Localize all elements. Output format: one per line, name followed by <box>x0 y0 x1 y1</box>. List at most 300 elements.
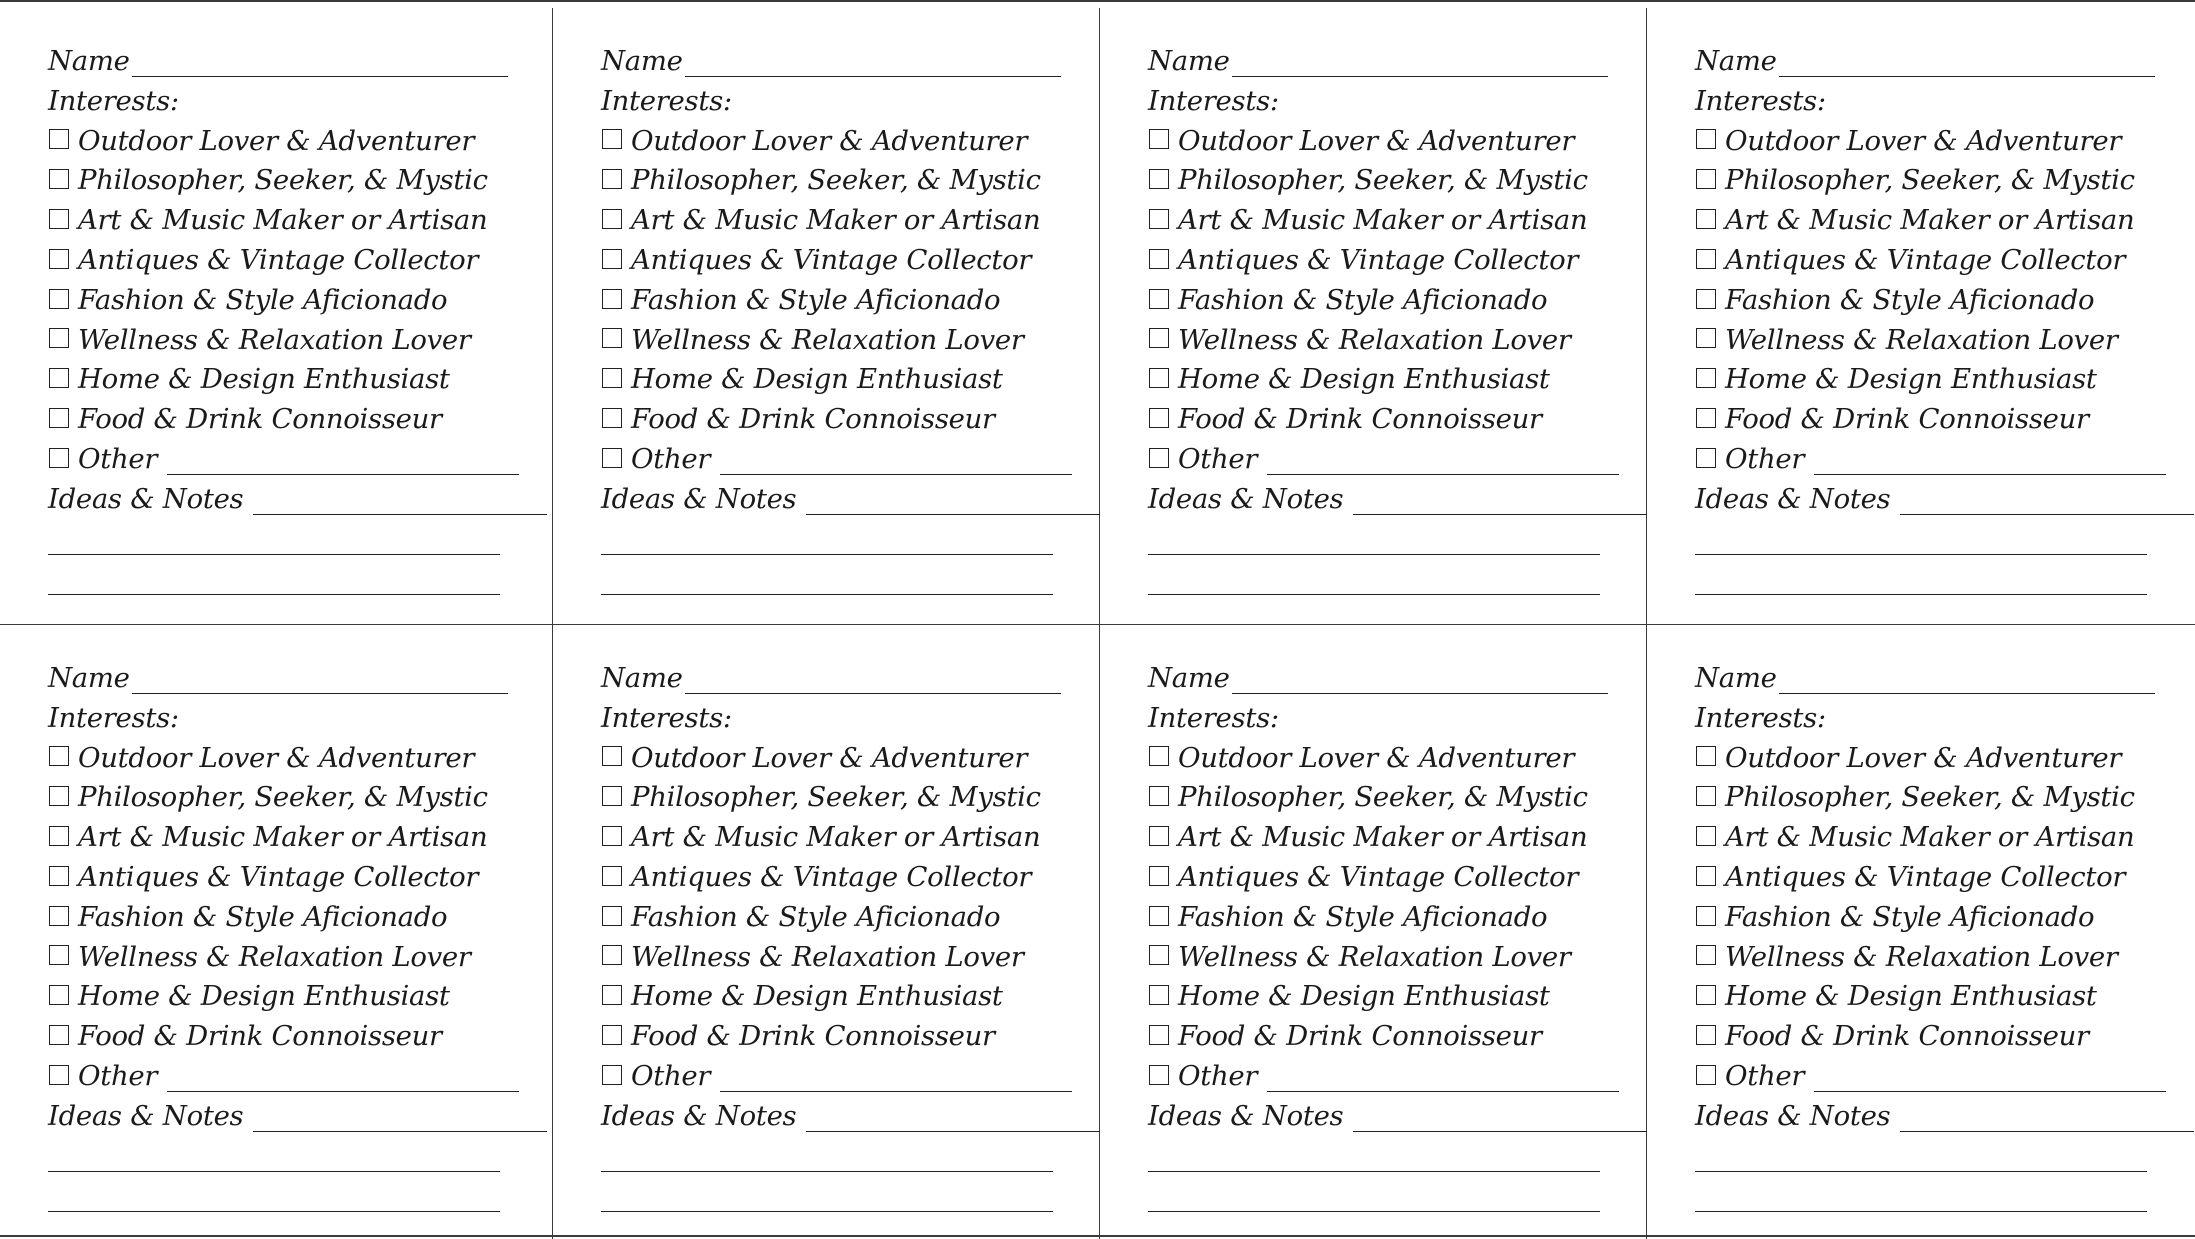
checkbox[interactable] <box>1696 786 1716 806</box>
interest-option-label: Fashion & Style Aficionado <box>631 283 1001 316</box>
interest-option-label: Wellness & Relaxation Lover <box>1178 323 1571 356</box>
interests-label: Interests: <box>48 701 179 734</box>
notes-blank-row <box>1148 559 1608 599</box>
interest-option <box>1695 122 2155 162</box>
checkbox[interactable] <box>1149 328 1169 348</box>
notes-blank-row <box>601 559 1061 599</box>
notes-row <box>601 480 1061 520</box>
checkbox[interactable] <box>1149 289 1169 309</box>
checkbox[interactable] <box>1696 209 1716 229</box>
notes-field[interactable] <box>1900 1105 2194 1132</box>
interest-option <box>1695 400 2155 440</box>
notes-row <box>1148 480 1608 520</box>
notes-blank-row <box>1695 1176 2155 1216</box>
name-row <box>1695 42 2155 82</box>
interest-card-4 <box>1647 8 2195 625</box>
checkbox[interactable] <box>49 249 69 269</box>
checkbox[interactable] <box>602 945 622 965</box>
interest-option-label: Home & Design Enthusiast <box>1725 980 2097 1013</box>
interest-option <box>1695 739 2155 779</box>
notes-blank-line[interactable] <box>601 528 1053 555</box>
checkbox[interactable] <box>1149 906 1169 926</box>
interest-option-label: Food & Drink Connoisseur <box>1725 403 2089 436</box>
interest-option-label: Outdoor Lover & Adventurer <box>1178 124 1575 157</box>
name-label: Name <box>1148 662 1230 694</box>
card-content <box>601 659 1061 1216</box>
interest-option <box>48 739 508 779</box>
checkbox[interactable] <box>1149 249 1169 269</box>
interest-option <box>1695 360 2155 400</box>
interest-option-label: Art & Music Maker or Artisan <box>1725 204 2135 237</box>
other-option <box>601 440 1061 480</box>
interest-option <box>1695 321 2155 361</box>
card-content <box>1148 42 1608 599</box>
interest-option-label: Antiques & Vintage Collector <box>1725 243 2126 276</box>
interest-option-label: Home & Design Enthusiast <box>78 980 450 1013</box>
checkbox[interactable] <box>602 448 622 468</box>
interest-option <box>1148 241 1608 281</box>
interest-option <box>1148 1017 1608 1057</box>
interest-option-label: Antiques & Vintage Collector <box>78 243 479 276</box>
notes-row <box>1695 1097 2155 1137</box>
name-row <box>48 659 508 699</box>
checkbox[interactable] <box>49 209 69 229</box>
notes-blank-row <box>1148 1137 1608 1177</box>
interest-option-label: Wellness & Relaxation Lover <box>78 940 471 973</box>
notes-blank-line[interactable] <box>48 1145 500 1172</box>
notes-label: Ideas & Notes <box>1695 482 1891 515</box>
interest-option-label: Food & Drink Connoisseur <box>631 1020 995 1053</box>
checkbox[interactable] <box>602 209 622 229</box>
card-grid <box>0 8 2195 1239</box>
notes-blank-line[interactable] <box>1695 568 2147 595</box>
notes-blank-line[interactable] <box>1148 568 1600 595</box>
interest-option <box>1148 400 1608 440</box>
checkbox[interactable] <box>49 866 69 886</box>
checkbox[interactable] <box>1149 786 1169 806</box>
checkbox[interactable] <box>602 1025 622 1045</box>
interest-option-label: Food & Drink Connoisseur <box>78 403 442 436</box>
checkbox[interactable] <box>1696 945 1716 965</box>
interest-option-label: Philosopher, Seeker, & Mystic <box>78 164 488 197</box>
interest-option-label: Wellness & Relaxation Lover <box>1178 940 1571 973</box>
checkbox[interactable] <box>49 1025 69 1045</box>
interests-heading <box>1148 82 1608 122</box>
checkbox[interactable] <box>49 746 69 766</box>
notes-row <box>1148 1097 1608 1137</box>
interests-label: Interests: <box>1148 84 1279 117</box>
interest-card-5 <box>0 625 553 1239</box>
name-field[interactable] <box>685 50 1061 77</box>
checkbox[interactable] <box>1696 448 1716 468</box>
other-field[interactable] <box>720 448 1072 475</box>
interest-option <box>601 241 1061 281</box>
interest-option <box>1695 898 2155 938</box>
notes-field[interactable] <box>253 1105 547 1132</box>
interest-option-label: Art & Music Maker or Artisan <box>1178 204 1588 237</box>
interest-option-label: Antiques & Vintage Collector <box>631 243 1032 276</box>
notes-field[interactable] <box>1900 488 2194 515</box>
interest-option-label: Fashion & Style Aficionado <box>631 900 1001 933</box>
other-option <box>1148 1057 1608 1097</box>
other-label: Other <box>1725 442 1805 475</box>
card-content <box>1148 659 1608 1216</box>
interest-option-label: Art & Music Maker or Artisan <box>1725 821 2135 854</box>
interests-heading <box>601 82 1061 122</box>
interest-option <box>601 818 1061 858</box>
notes-blank-row <box>601 1176 1061 1216</box>
interest-option-label: Wellness & Relaxation Lover <box>1725 940 2118 973</box>
interest-option <box>1148 201 1608 241</box>
interest-option <box>601 858 1061 898</box>
interest-option-label: Antiques & Vintage Collector <box>1178 860 1579 893</box>
interest-option-label: Outdoor Lover & Adventurer <box>1178 741 1575 774</box>
checkbox[interactable] <box>1696 129 1716 149</box>
name-row <box>601 659 1061 699</box>
interest-option <box>601 281 1061 321</box>
interest-option <box>1148 818 1608 858</box>
other-label: Other <box>631 442 711 475</box>
checkbox[interactable] <box>602 1065 622 1085</box>
interest-option <box>1695 818 2155 858</box>
interest-option <box>601 739 1061 779</box>
interest-option <box>1695 938 2155 978</box>
checkbox[interactable] <box>1696 1065 1716 1085</box>
other-field[interactable] <box>1814 1065 2166 1092</box>
name-label: Name <box>1695 45 1777 77</box>
interest-option <box>601 122 1061 162</box>
checkbox[interactable] <box>1696 985 1716 1005</box>
notes-blank-row <box>48 1137 508 1177</box>
checkbox[interactable] <box>1149 368 1169 388</box>
interest-option-label: Outdoor Lover & Adventurer <box>631 124 1028 157</box>
interests-label: Interests: <box>1695 701 1826 734</box>
notes-blank-row <box>1695 520 2155 560</box>
interest-option <box>601 360 1061 400</box>
notes-blank-row <box>1695 1137 2155 1177</box>
notes-blank-line[interactable] <box>1695 528 2147 555</box>
interests-label: Interests: <box>1695 84 1826 117</box>
interest-option-label: Wellness & Relaxation Lover <box>631 323 1024 356</box>
interest-option <box>48 122 508 162</box>
checkbox[interactable] <box>602 249 622 269</box>
checkbox[interactable] <box>1149 866 1169 886</box>
notes-blank-line[interactable] <box>1695 1185 2147 1212</box>
notes-label: Ideas & Notes <box>48 482 244 515</box>
other-field[interactable] <box>167 1065 519 1092</box>
interest-option-label: Art & Music Maker or Artisan <box>1178 821 1588 854</box>
checkbox[interactable] <box>602 289 622 309</box>
other-option <box>1695 440 2155 480</box>
interest-option <box>601 201 1061 241</box>
name-row <box>1148 42 1608 82</box>
checkbox[interactable] <box>1149 746 1169 766</box>
checkbox[interactable] <box>1149 1025 1169 1045</box>
checkbox[interactable] <box>1149 826 1169 846</box>
name-label: Name <box>1148 45 1230 77</box>
interest-option-label: Home & Design Enthusiast <box>1178 980 1550 1013</box>
name-field[interactable] <box>132 50 508 77</box>
interest-option-label: Art & Music Maker or Artisan <box>631 204 1041 237</box>
notes-field[interactable] <box>806 1105 1100 1132</box>
interest-option <box>48 1017 508 1057</box>
notes-blank-row <box>601 1137 1061 1177</box>
interest-option-label: Philosopher, Seeker, & Mystic <box>1178 164 1588 197</box>
checkbox[interactable] <box>49 368 69 388</box>
interest-option-label: Fashion & Style Aficionado <box>1178 900 1548 933</box>
notes-blank-row <box>48 520 508 560</box>
notes-blank-line[interactable] <box>1695 1145 2147 1172</box>
interest-option <box>1148 977 1608 1017</box>
interest-option <box>1148 281 1608 321</box>
interests-heading <box>601 699 1061 739</box>
interest-option <box>601 778 1061 818</box>
interest-option <box>1148 739 1608 779</box>
checkbox[interactable] <box>49 906 69 926</box>
checkbox[interactable] <box>1696 906 1716 926</box>
checkbox[interactable] <box>1149 408 1169 428</box>
interests-heading <box>48 82 508 122</box>
interest-option-label: Philosopher, Seeker, & Mystic <box>631 164 1041 197</box>
interest-option-label: Food & Drink Connoisseur <box>631 403 995 436</box>
checkbox[interactable] <box>1696 289 1716 309</box>
name-field[interactable] <box>1232 50 1608 77</box>
interest-option-label: Outdoor Lover & Adventurer <box>1725 741 2122 774</box>
interest-option-label: Wellness & Relaxation Lover <box>631 940 1024 973</box>
interest-option-label: Home & Design Enthusiast <box>631 363 1003 396</box>
name-label: Name <box>601 662 683 694</box>
interest-option-label: Fashion & Style Aficionado <box>1178 283 1548 316</box>
card-content <box>601 42 1061 599</box>
interest-option-label: Art & Music Maker or Artisan <box>78 821 488 854</box>
checkbox[interactable] <box>602 826 622 846</box>
other-label: Other <box>1725 1059 1805 1092</box>
name-row <box>601 42 1061 82</box>
notes-blank-line[interactable] <box>1148 528 1600 555</box>
checkbox[interactable] <box>1696 866 1716 886</box>
interests-label: Interests: <box>601 84 732 117</box>
interests-label: Interests: <box>1148 701 1279 734</box>
interests-heading <box>48 699 508 739</box>
checkbox[interactable] <box>49 169 69 189</box>
other-label: Other <box>1178 1059 1258 1092</box>
interest-option <box>601 321 1061 361</box>
interest-card-3 <box>1100 8 1647 625</box>
card-content <box>48 659 508 1216</box>
checkbox[interactable] <box>49 985 69 1005</box>
checkbox[interactable] <box>1696 249 1716 269</box>
checkbox[interactable] <box>49 448 69 468</box>
interest-option <box>601 400 1061 440</box>
other-label: Other <box>1178 442 1258 475</box>
interest-option-label: Fashion & Style Aficionado <box>1725 900 2095 933</box>
interest-option <box>48 360 508 400</box>
checkbox[interactable] <box>1149 169 1169 189</box>
interest-option-label: Philosopher, Seeker, & Mystic <box>1725 164 2135 197</box>
name-field[interactable] <box>1779 667 2155 694</box>
checkbox[interactable] <box>602 746 622 766</box>
name-row <box>48 42 508 82</box>
checkbox[interactable] <box>602 129 622 149</box>
other-field[interactable] <box>1814 448 2166 475</box>
interests-heading <box>1148 699 1608 739</box>
card-content <box>1695 42 2155 599</box>
other-option <box>48 1057 508 1097</box>
checkbox[interactable] <box>1149 1065 1169 1085</box>
name-label: Name <box>1695 662 1777 694</box>
notes-blank-line[interactable] <box>48 528 500 555</box>
notes-blank-row <box>48 1176 508 1216</box>
notes-blank-row <box>48 559 508 599</box>
interest-option <box>48 818 508 858</box>
checkbox[interactable] <box>1149 985 1169 1005</box>
interest-option <box>1695 977 2155 1017</box>
checkbox[interactable] <box>49 289 69 309</box>
checkbox[interactable] <box>602 786 622 806</box>
interest-option <box>48 241 508 281</box>
checkbox[interactable] <box>1149 448 1169 468</box>
interests-heading <box>1695 699 2155 739</box>
notes-field[interactable] <box>1353 488 1647 515</box>
interest-option-label: Fashion & Style Aficionado <box>1725 283 2095 316</box>
name-field[interactable] <box>685 667 1061 694</box>
checkbox[interactable] <box>1696 746 1716 766</box>
notes-blank-line[interactable] <box>48 568 500 595</box>
interest-option-label: Outdoor Lover & Adventurer <box>78 741 475 774</box>
interest-option-label: Antiques & Vintage Collector <box>1725 860 2126 893</box>
checkbox[interactable] <box>49 408 69 428</box>
interest-option <box>1148 858 1608 898</box>
checkbox[interactable] <box>1696 328 1716 348</box>
checkbox[interactable] <box>49 826 69 846</box>
interest-option <box>1148 898 1608 938</box>
notes-field[interactable] <box>1353 1105 1647 1132</box>
notes-label: Ideas & Notes <box>601 482 797 515</box>
interest-card-8 <box>1647 625 2195 1239</box>
name-label: Name <box>48 45 130 77</box>
checkbox[interactable] <box>49 786 69 806</box>
checkbox[interactable] <box>602 328 622 348</box>
interest-option-label: Home & Design Enthusiast <box>1178 363 1550 396</box>
notes-row <box>601 1097 1061 1137</box>
interest-option <box>48 898 508 938</box>
checkbox[interactable] <box>1696 408 1716 428</box>
notes-label: Ideas & Notes <box>48 1099 244 1132</box>
interest-option-label: Philosopher, Seeker, & Mystic <box>1725 781 2135 814</box>
notes-blank-line[interactable] <box>1148 1145 1600 1172</box>
notes-blank-line[interactable] <box>1148 1185 1600 1212</box>
interest-option <box>48 201 508 241</box>
checkbox[interactable] <box>1149 129 1169 149</box>
interest-option <box>48 400 508 440</box>
interest-option <box>48 281 508 321</box>
interest-option <box>48 938 508 978</box>
other-field[interactable] <box>1267 448 1619 475</box>
checkbox[interactable] <box>602 368 622 388</box>
checkbox[interactable] <box>49 945 69 965</box>
checkbox[interactable] <box>1696 368 1716 388</box>
interest-option-label: Art & Music Maker or Artisan <box>631 821 1041 854</box>
interest-option-label: Philosopher, Seeker, & Mystic <box>78 781 488 814</box>
checkbox[interactable] <box>1696 1025 1716 1045</box>
other-field[interactable] <box>720 1065 1072 1092</box>
interest-option-label: Wellness & Relaxation Lover <box>78 323 471 356</box>
checkbox[interactable] <box>1149 945 1169 965</box>
notes-label: Ideas & Notes <box>1148 482 1344 515</box>
interest-option-label: Fashion & Style Aficionado <box>78 900 448 933</box>
interests-heading <box>1695 82 2155 122</box>
interest-option-label: Home & Design Enthusiast <box>1725 363 2097 396</box>
checkbox[interactable] <box>602 906 622 926</box>
interest-option-label: Art & Music Maker or Artisan <box>78 204 488 237</box>
checkbox[interactable] <box>49 328 69 348</box>
checkbox[interactable] <box>602 169 622 189</box>
interest-option-label: Outdoor Lover & Adventurer <box>1725 124 2122 157</box>
notes-blank-row <box>1695 559 2155 599</box>
interest-option-label: Food & Drink Connoisseur <box>78 1020 442 1053</box>
other-field[interactable] <box>1267 1065 1619 1092</box>
interest-option-label: Philosopher, Seeker, & Mystic <box>1178 781 1588 814</box>
interest-option <box>1148 360 1608 400</box>
checkbox[interactable] <box>1696 826 1716 846</box>
notes-row <box>48 480 508 520</box>
interest-option-label: Home & Design Enthusiast <box>78 363 450 396</box>
name-label: Name <box>601 45 683 77</box>
other-field[interactable] <box>167 448 519 475</box>
interest-option-label: Food & Drink Connoisseur <box>1725 1020 2089 1053</box>
notes-blank-row <box>601 520 1061 560</box>
notes-field[interactable] <box>253 488 547 515</box>
notes-blank-line[interactable] <box>601 1185 1053 1212</box>
checkbox[interactable] <box>602 985 622 1005</box>
name-field[interactable] <box>1232 667 1608 694</box>
checkbox[interactable] <box>1696 169 1716 189</box>
other-label: Other <box>78 442 158 475</box>
name-field[interactable] <box>1779 50 2155 77</box>
interests-label: Interests: <box>601 701 732 734</box>
interest-option <box>1695 201 2155 241</box>
interest-option-label: Antiques & Vintage Collector <box>631 860 1032 893</box>
interest-option <box>48 977 508 1017</box>
name-row <box>1695 659 2155 699</box>
notes-label: Ideas & Notes <box>1695 1099 1891 1132</box>
checkbox[interactable] <box>602 408 622 428</box>
checkbox[interactable] <box>49 1065 69 1085</box>
interest-option <box>1695 241 2155 281</box>
interest-option <box>1695 778 2155 818</box>
notes-row <box>1695 480 2155 520</box>
notes-blank-row <box>1148 1176 1608 1216</box>
notes-blank-line[interactable] <box>601 568 1053 595</box>
interest-option <box>1148 161 1608 201</box>
notes-label: Ideas & Notes <box>1148 1099 1344 1132</box>
checkbox[interactable] <box>602 866 622 886</box>
interest-option <box>601 898 1061 938</box>
checkbox[interactable] <box>1149 209 1169 229</box>
notes-blank-line[interactable] <box>48 1185 500 1212</box>
other-option <box>601 1057 1061 1097</box>
notes-blank-line[interactable] <box>601 1145 1053 1172</box>
other-label: Other <box>78 1059 158 1092</box>
interest-option-label: Outdoor Lover & Adventurer <box>78 124 475 157</box>
notes-field[interactable] <box>806 488 1100 515</box>
interest-option-label: Food & Drink Connoisseur <box>1178 403 1542 436</box>
name-field[interactable] <box>132 667 508 694</box>
interest-card-6 <box>553 625 1100 1239</box>
notes-label: Ideas & Notes <box>601 1099 797 1132</box>
interests-label: Interests: <box>48 84 179 117</box>
checkbox[interactable] <box>49 129 69 149</box>
